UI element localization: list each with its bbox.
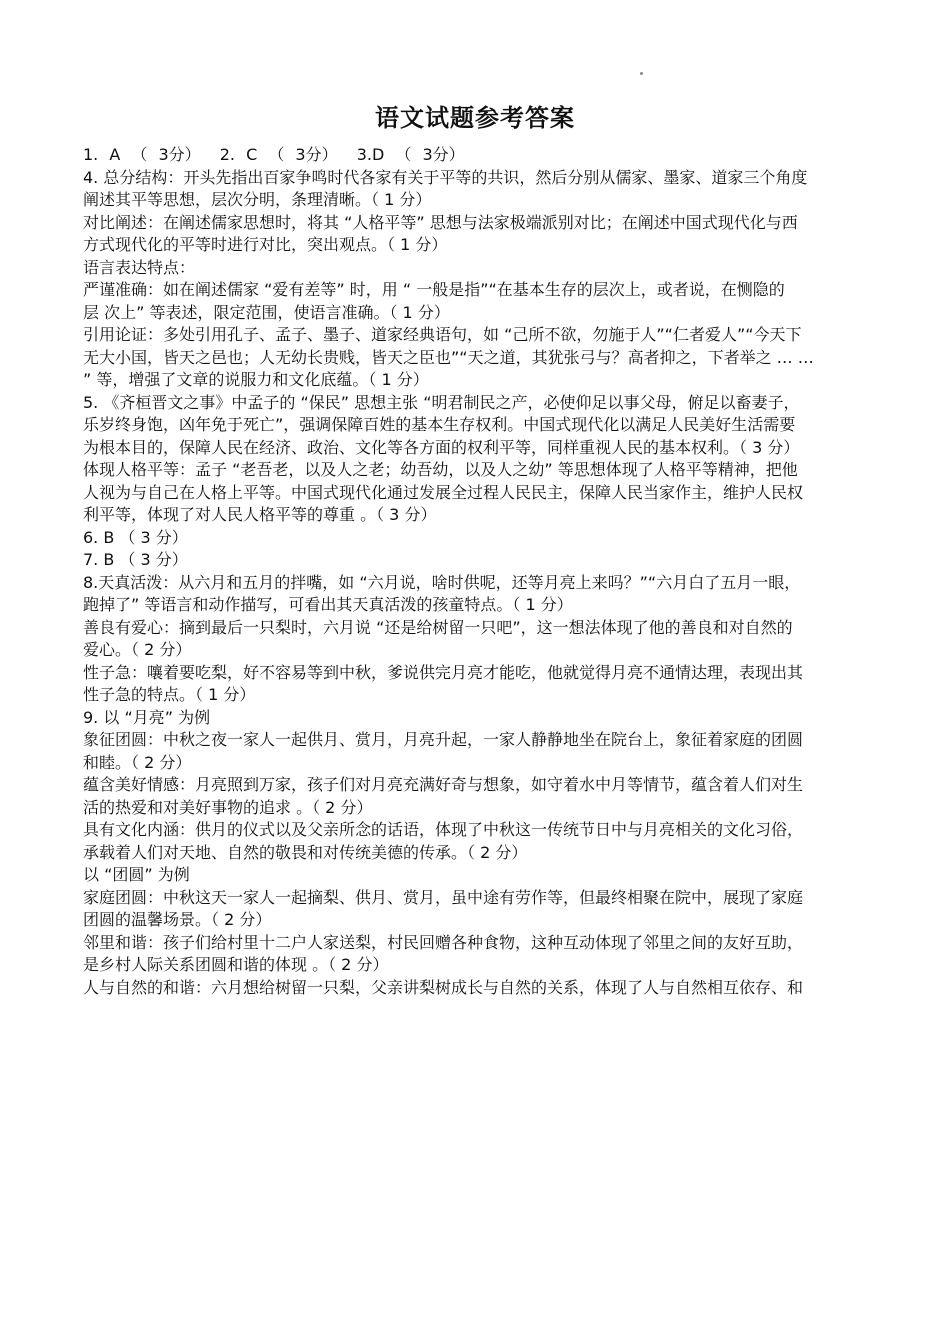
answer-line: 引用论证：多处引用孔子、孟子、墨子、道家经典语句，如 “己所不欲，勿施于人”“仁者爱人”“今天下 — [83, 325, 802, 344]
answer-line: 团圆的温馨场景。（ 2 分） — [83, 910, 272, 929]
answer-body — [83, 144, 873, 999]
answer-line: 体现人格平等：孟子 “老吾老，以及人之老；幼吾幼，以及人之幼” 等思想体现了人格平等精神，把他 — [83, 460, 798, 479]
page-title: 语文试题参考答案 — [375, 104, 575, 132]
answer-line: 4. 总分结构：开头先指出百家争鸣时代各家有关于平等的共识，然后分别从儒家、墨家、道家三个角度 — [83, 167, 808, 187]
answer-line: 性子急：嚷着要吃梨，好不容易等到中秋，爹说供完月亮才能吃，他就觉得月亮不通情达理，表现出其 — [83, 662, 804, 682]
answer-line: 象征团圆：中秋之夜一家人一起供月、赏月，月亮升起，一家人静静地坐在院台上，象征着家庭的团圆 — [83, 730, 804, 749]
answer-line: 语言表达特点： — [83, 257, 196, 277]
answer-line: 爱心。（ 2 分） — [83, 640, 192, 659]
answer-line: 5. 《齐桓晋文之事》中孟子的 “保民” 思想主张 “明君制民之产，必使仰足以事父母，俯足以畜妻子， — [83, 392, 800, 412]
answer-line: 以 “团圆” 为例 — [83, 865, 190, 884]
answer-line: ” 等，增强了文章的说服力和文化底蕴。（ 1 分） — [83, 370, 429, 389]
scan-dot-mark — [640, 72, 643, 75]
answer-line: 无大小国，皆天之邑也；人无幼长贵贱，皆天之臣也”“天之道，其犹张弓与？高者抑之，下者举之 … … — [83, 347, 814, 367]
answer-line: 性子急的特点。（ 1 分） — [83, 685, 256, 704]
answer-line: 1. A （ 3分） 2. C （ 3分） 3.D （ 3分） — [83, 145, 465, 164]
answer-line: 乐岁终身饱，凶年免于死亡”，强调保障百姓的基本生存权利。中国式现代化以满足人民美好生活需要 — [83, 415, 796, 434]
answer-line: 为根本目的，保障人民在经济、政治、文化等各方面的权利平等，同样重视人民的基本权利。（ 3 分） — [83, 437, 800, 457]
answer-line: 6. B （ 3 分） — [83, 527, 188, 547]
answer-line: 活的热爱和对美好事物的追求 。（ 2 分） — [83, 797, 373, 817]
answer-line: 阐述其平等思想，层次分明，条理清晰。（ 1 分） — [83, 190, 432, 209]
answer-line: 8.天真活泼：从六月和五月的拌嘴，如 “六月说，啥时供呢，还等月亮上来吗？”“六月白了五月一眼， — [83, 572, 801, 592]
answer-line: 7. B （ 3 分） — [83, 550, 188, 569]
answer-line: 跑掉了” 等语言和动作描写，可看出其天真活泼的孩童特点。（ 1 分） — [83, 595, 573, 614]
answer-line: 层 次上” 等表述，限定范围，使语言准确。（ 1 分） — [83, 302, 450, 322]
answer-line: 人与自然的和谐：六月想给树留一只梨，父亲讲梨树成长与自然的关系，体现了人与自然相互依存、和 — [83, 977, 804, 997]
answer-line: 人视为与自己在人格上平等。中国式现代化通过发展全过程人民民主，保障人民当家作主，维护人民权 — [83, 482, 804, 502]
answer-line: 方式现代化的平等时进行对比，突出观点。（ 1 分） — [83, 235, 448, 254]
answer-line: 和睦。（ 2 分） — [83, 752, 192, 772]
answer-line: 承载着人们对天地、自然的敬畏和对传统美德的传承。（ 2 分） — [83, 842, 528, 862]
answer-line: 严谨准确：如在阐述儒家 “爱有差等” 时，用 “ 一般是指”“在基本生存的层次上，或者说，在恻隐的 — [83, 280, 785, 299]
answer-line: 对比阐述：在阐述儒家思想时，将其 “人格平等” 思想与法家极端派别对比；在阐述中国式现代化与西 — [83, 212, 798, 232]
answer-line: 具有文化内涵：供月的仪式以及父亲所念的话语，体现了中秋这一传统节日中与月亮相关的文化习俗， — [83, 820, 804, 839]
answer-line: 利平等，体现了对人民人格平等的尊重 。（ 3 分） — [83, 505, 437, 524]
answer-line: 是乡村人际关系团圆和谐的体现 。（ 2 分） — [83, 955, 389, 974]
answer-line: 家庭团圆：中秋这天一家人一起摘梨、供月、赏月，虽中途有劳作等，但最终相聚在院中，展现了家庭 — [83, 887, 804, 907]
answer-line: 善良有爱心：摘到最后一只梨时，六月说 “还是给树留一只吧”，这一想法体现了他的善良和对自然的 — [83, 617, 793, 637]
answer-line: 蕴含美好情感：月亮照到万家，孩子们对月亮充满好奇与想象，如守着水中月等情节，蕴含着人们对生 — [83, 775, 804, 794]
answer-line: 邻里和谐：孩子们给村里十二户人家送梨，村民回赠各种食物，这种互动体现了邻里之间的友好互助， — [83, 932, 804, 952]
answer-line: 9. 以 “月亮” 为例 — [83, 707, 211, 727]
